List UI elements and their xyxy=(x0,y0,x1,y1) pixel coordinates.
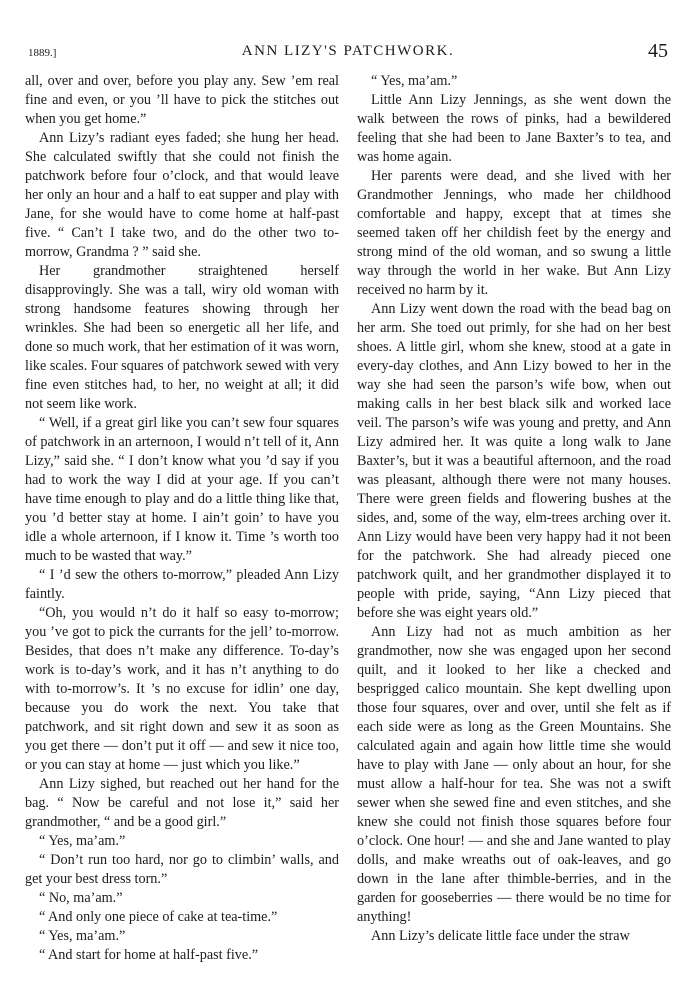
paragraph: “ Yes, ma’am.” xyxy=(39,833,126,849)
paragraph: Her parents were dead, and she lived with her Grandmother Jennings, who made her childhood comfortable and happy, except that at times she seemed taken off her childish feet by the energy and strong mind of the old woman, and so swung a little way through the world in her wake. But Ann Lizy received no harm by it. xyxy=(357,168,671,298)
paragraph: “ Don’t run too hard, nor go to climbin’ walls, and get your best dress torn.” xyxy=(25,852,339,887)
paragraph: “ I ’d sew the others to-morrow,” pleaded Ann Lizy faintly. xyxy=(25,567,339,602)
right-column xyxy=(357,72,671,946)
paragraph: Ann Lizy went down the road with the bead bag on her arm. She toed out primly, for she had on her best shoes. A little girl, whom she knew, stood at a gate in every-day clothes, and Ann Lizy bowed to her in the way she had seen the parson’s wife bow, when out making calls in her best black silk and worked lace veil. The parson’s wife was young and pretty, and Ann Lizy admired her. It was quite a long walk to Jane Baxter’s, but it was a beautiful afternoon, and the road was pleasant, although there were not many houses. There were green fields and flowering bushes at the sides, and, some of the way, elm-trees arching over it. Ann Lizy would have been very happy had it not been for the patchwork. She had already pieced one patchwork quilt, and her grandmother displayed it to people with pride, saying, “Ann Lizy pieced that before she was eight years old.” xyxy=(357,301,671,621)
running-header xyxy=(28,40,668,66)
left-column xyxy=(25,72,339,965)
paragraph: Little Ann Lizy Jennings, as she went down the walk between the rows of pinks, had a bewildered feeling that she had been to Jane Baxter’s to tea, and was home again. xyxy=(357,92,671,165)
paragraph: Ann Lizy sighed, but reached out her hand for the bag. “ Now be careful and not lose it,” said her grandmother, “ and be a good girl.” xyxy=(25,776,339,830)
paragraph: Ann Lizy’s radiant eyes faded; she hung her head. She calculated swiftly that she could not finish the patchwork before four o’clock, and that would leave her only an hour and a half to eat supper and play with Jane, for she would have to come home at half-past five. “ Can’t I take two, and do the other two to-morrow, Grandma ? ” said she. xyxy=(25,130,339,260)
paragraph: “ Yes, ma’am.” xyxy=(39,928,126,944)
paragraph: “ No, ma’am.” xyxy=(39,890,123,906)
paragraph: “ Yes, ma’am.” xyxy=(371,73,458,89)
paragraph: “Oh, you would n’t do it half so easy to-morrow; you ’ve got to pick the currants for the jell’ to-morrow. Besides, that does n’t make any difference. To-day’s work is to-day’s work, and it has n’t anything to do with to-morrow’s. It ’s no excuse for idlin’ one day, because you do work the next. You take that patchwork, and sit right down and sew it as soon as you get there — don’t put it off — and sew it nice too, or you can stay at home — just which you like.” xyxy=(25,605,339,773)
header-title: ANN LIZY'S PATCHWORK. xyxy=(241,43,455,59)
paragraph: Her grandmother straightened herself disapprovingly. She was a tall, wiry old woman with strong handsome features showing through her wrinkles. She had been so energetic all her life, and done so much work, that her estimation of it was worn, like scales. Four squares of patchwork sewed with very fine even stitches had, to her, no weight at all; it did not seem like work. xyxy=(25,263,340,412)
paragraph: Ann Lizy had not as much ambition as her grandmother, now she was engaged upon her second quilt, and it looked to her like a checked and besprigged calico mountain. She kept dwelling upon those four squares, over and over, until she felt as if each side were as long as the Green Mountains. She calculated again and again how little time she would have to play with Jane — only about an hour, for she must allow a half-hour for tea. She was not a swift sewer when she sewed fine and even stitches, and she knew she could not finish those squares before four o’clock. One hour! — and she and Jane wanted to play dolls, and make wreaths out of oak-leaves, and go down in the lane after thimble-berries, and in the garden for gooseberries — there would be no time for anything! xyxy=(357,624,671,925)
header-year: 1889.] xyxy=(28,47,57,59)
paragraph: “ Well, if a great girl like you can’t sew four squares of patchwork in an arternoon, I would n’t tell of it, Ann Lizy,” said she. “ I don’t know what you ’d say if you had to work the way I did at your age. If you can’t have time enough to play and do a little thing like that, you ’d better stay at home. I ain’t goin’ to have you idle a whole arternoon, if I know it. Time ’s worth too much to be wasted that way.” xyxy=(25,415,339,564)
paragraph: Ann Lizy’s delicate little face under the straw xyxy=(371,928,630,944)
paragraph: “ And only one piece of cake at tea-time.” xyxy=(39,909,278,925)
paragraph: all, over and over, before you play any. Sew ’em real fine and even, or you ’ll have to pick the stitches out when you get home.” xyxy=(25,73,339,127)
page-number: 45 xyxy=(648,40,668,62)
paragraph: “ And start for home at half-past five.” xyxy=(39,947,259,963)
